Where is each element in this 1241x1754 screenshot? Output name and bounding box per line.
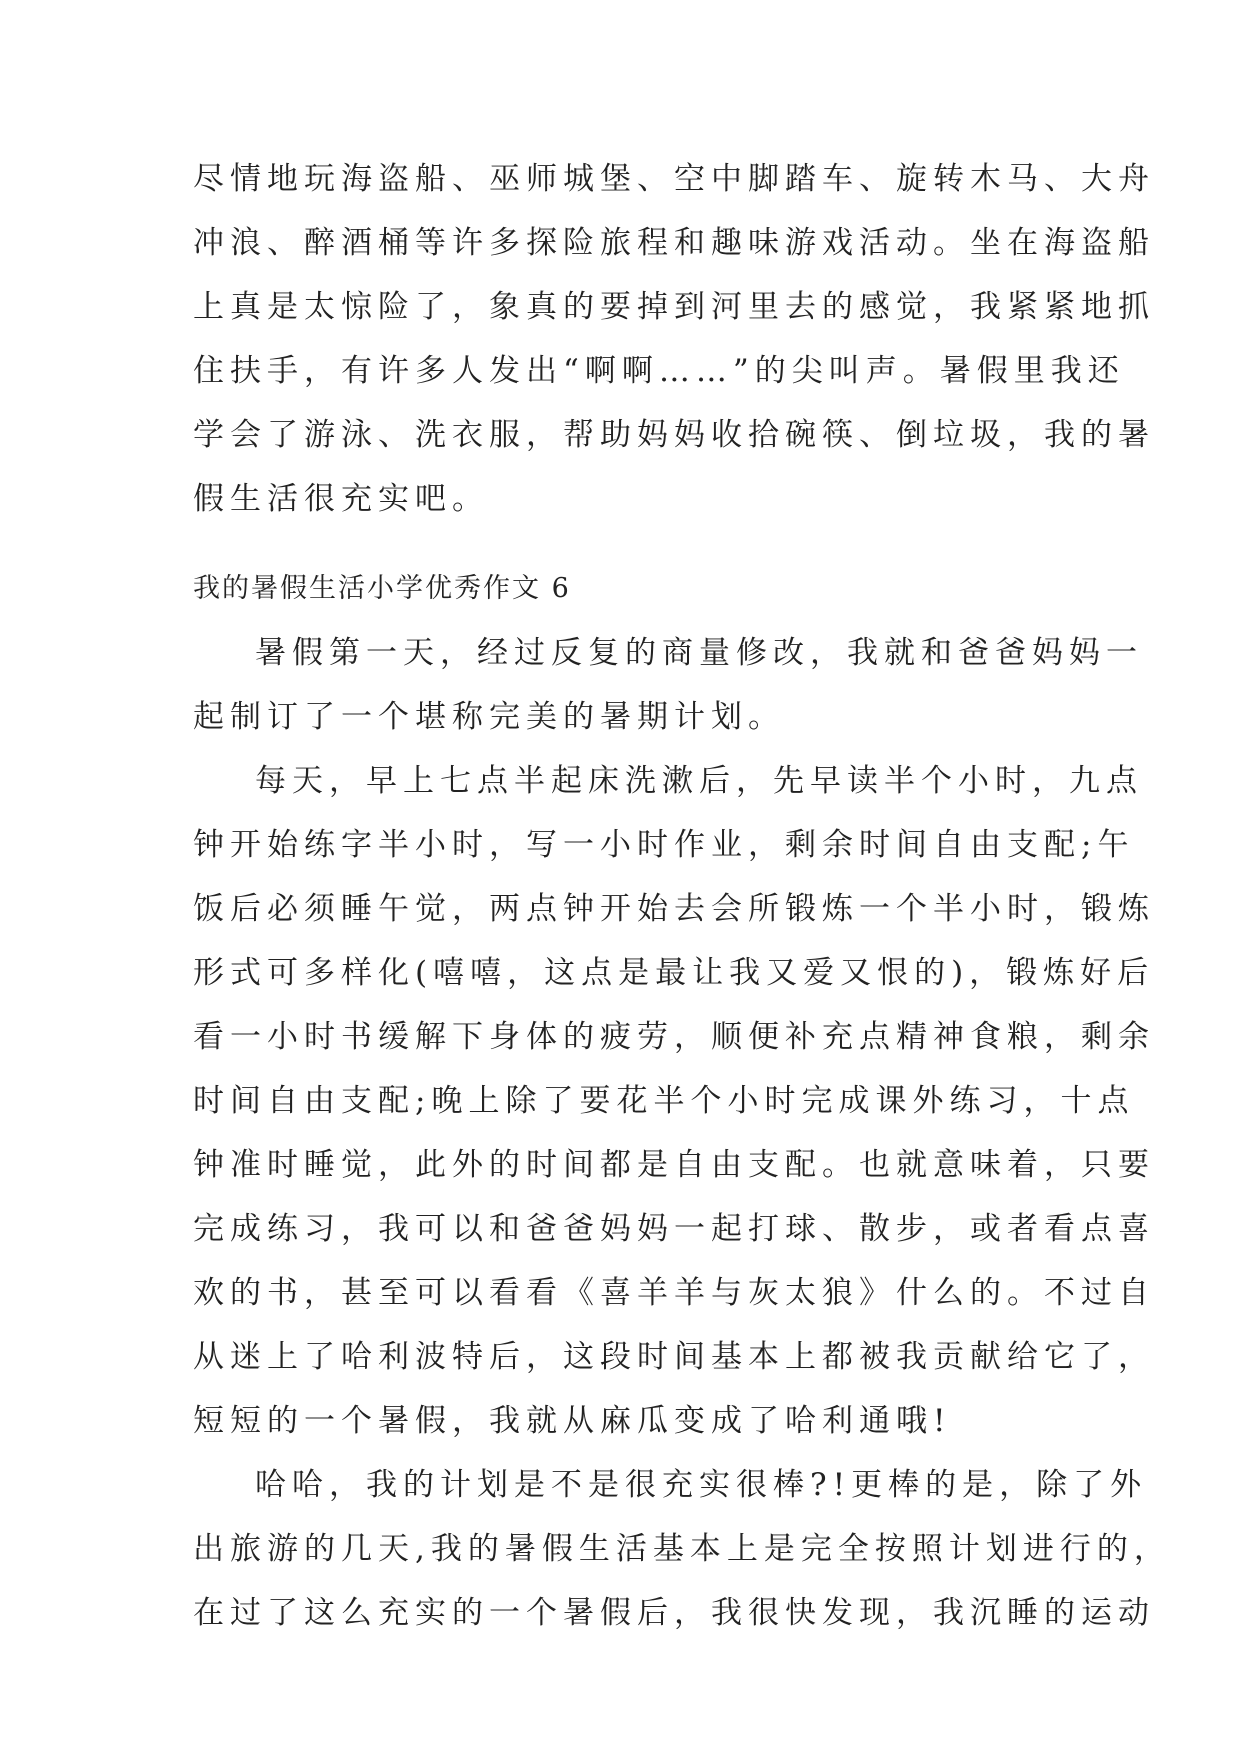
- paragraph-line: 上真是太惊险了，象真的要掉到河里去的感觉，我紧紧地抓: [193, 289, 1155, 325]
- paragraph-line: 假生活很充实吧。: [193, 481, 489, 517]
- paragraph-line: 看一小时书缓解下身体的疲劳，顺便补充点精神食粮，剩余: [193, 1019, 1155, 1055]
- paragraph-line: 暑假第一天，经过反复的商量修改，我就和爸爸妈妈一: [255, 635, 1143, 671]
- paragraph-line: 欢的书，甚至可以看看《喜羊羊与灰太狼》什么的。不过自: [193, 1275, 1155, 1311]
- paragraph-line: 住扶手，有许多人发出“啊啊……”的尖叫声。暑假里我还: [193, 353, 1125, 389]
- paragraph-line: 哈哈，我的计划是不是很充实很棒?!更棒的是，除了外: [255, 1467, 1148, 1503]
- paragraph-line: 每天，早上七点半起床洗漱后，先早读半个小时，九点: [255, 763, 1143, 799]
- paragraph-line: 在过了这么充实的一个暑假后，我很快发现，我沉睡的运动: [193, 1595, 1155, 1631]
- paragraph-3: [193, 1453, 1171, 1645]
- paragraph-line: 学会了游泳、洗衣服，帮助妈妈收拾碗筷、倒垃圾，我的暑: [193, 417, 1155, 453]
- paragraph-line: 钟开始练字半小时，写一小时作业，剩余时间自由支配;午: [193, 827, 1135, 863]
- paragraph-line: 饭后必须睡午觉，两点钟开始去会所锻炼一个半小时，锻炼: [193, 891, 1155, 927]
- paragraph-line: 从迷上了哈利波特后，这段时间基本上都被我贡献给它了，: [193, 1339, 1155, 1375]
- paragraph-line: 起制订了一个堪称完美的暑期计划。: [193, 699, 785, 735]
- paragraph-line: 时间自由支配;晚上除了要花半个小时完成课外练习，十点: [193, 1083, 1135, 1119]
- paragraph-line: 尽情地玩海盗船、巫师城堡、空中脚踏车、旋转木马、大舟: [193, 161, 1155, 197]
- section-heading-block: [193, 557, 1053, 621]
- paragraph-line: 出旅游的几天,我的暑假生活基本上是完全按照计划进行的，: [193, 1531, 1171, 1567]
- paragraph-line: 钟准时睡觉，此外的时间都是自由支配。也就意味着，只要: [193, 1147, 1155, 1183]
- paragraph-line: 冲浪、醉酒桶等许多探险旅程和趣味游戏活动。坐在海盗船: [193, 225, 1155, 261]
- section-title: 我的暑假生活小学优秀作文 6: [193, 573, 571, 604]
- paragraph-1: [193, 621, 1143, 749]
- paragraph-line: 完成练习，我可以和爸爸妈妈一起打球、散步，或者看点喜: [193, 1211, 1155, 1247]
- paragraph-2: [193, 749, 1155, 1453]
- paragraph-line: 形式可多样化(嘻嘻，这点是最让我又爱又恨的)，锻炼好后: [193, 955, 1155, 991]
- continued-paragraph: [193, 147, 1155, 531]
- paragraph-line: 短短的一个暑假，我就从麻瓜变成了哈利通哦!: [193, 1403, 952, 1439]
